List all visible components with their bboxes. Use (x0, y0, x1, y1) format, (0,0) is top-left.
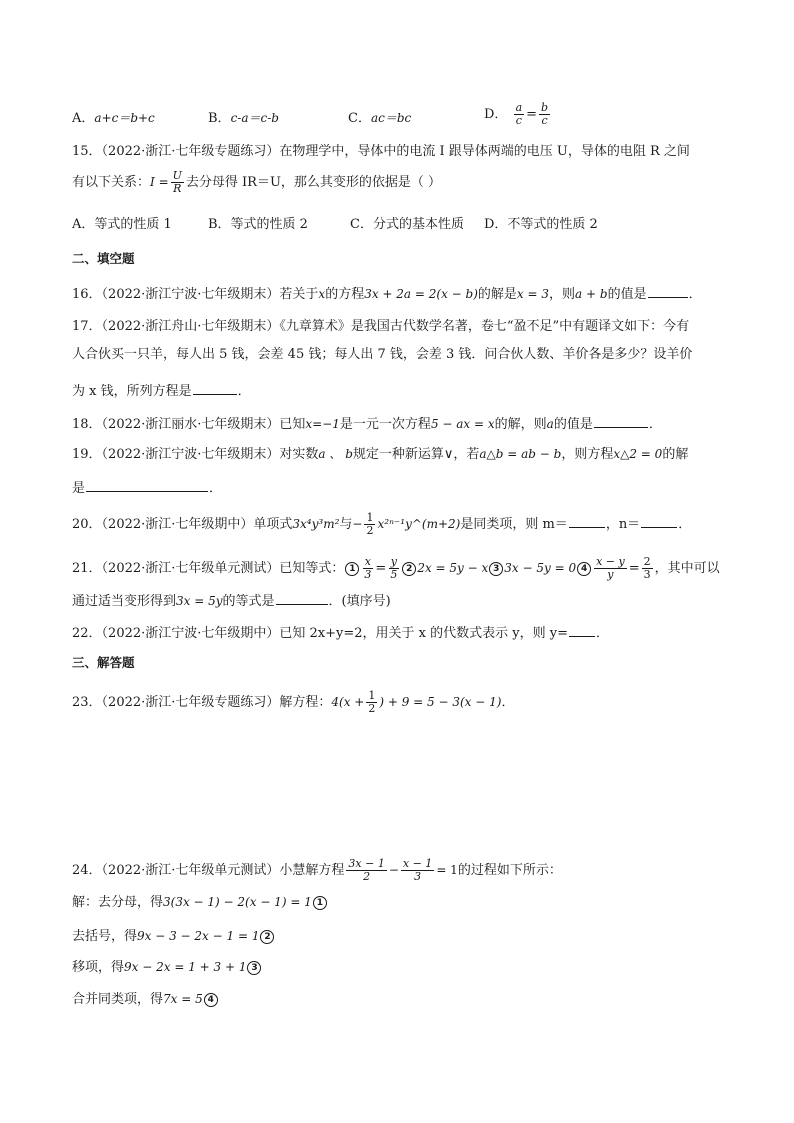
step-equation: 9x − 3 − 2x − 1 = 1 (137, 929, 260, 943)
fraction (388, 556, 399, 581)
text: ，则 (549, 287, 576, 302)
text: 的解是 (477, 287, 517, 302)
section-heading-solve: 三、解答题 (72, 655, 135, 670)
q15-choice-a: A．等式的性质 1 (72, 217, 172, 232)
step-equation: 3(3x − 1) − 2(x − 1) = 1 (163, 895, 312, 909)
denominator: c (515, 114, 522, 127)
expression: a + b (575, 287, 608, 301)
target-equation: 3x = 5y (176, 594, 223, 608)
numerator: 1 (366, 511, 374, 524)
q24-step3 (72, 958, 262, 977)
q20 (72, 512, 691, 537)
choice-expr: c-a＝c-b (230, 111, 279, 125)
choice-label: A． (72, 111, 95, 126)
answer-blank[interactable] (86, 478, 208, 492)
text: ，则方程 (561, 447, 614, 462)
text: 为 x 钱，所列方程是 (72, 384, 192, 399)
section-heading-fill-blank: 二、填空题 (72, 251, 135, 266)
choice-expr: a+c＝b+c (94, 111, 155, 125)
circled-number-3: 3 (247, 961, 261, 975)
text: 的解 (662, 447, 689, 462)
text: 规定一种新运算∨，若 (352, 447, 480, 462)
q24-step4 (72, 990, 219, 1009)
denominator: 3 (643, 568, 651, 581)
text: ． (678, 517, 692, 532)
text: 24．（2022·浙江·七年级单元测试）小慧解方程 (72, 863, 345, 878)
q16-prefix: 16．（2022·浙江宁波·七年级期末）若关于 (72, 287, 319, 302)
step-label: 移项，得 (72, 960, 125, 975)
numerator: 2 (643, 555, 651, 568)
q24-step1 (72, 893, 328, 912)
q14-choice-a (72, 109, 155, 128)
equation: 5 − ax = x (430, 417, 495, 431)
equals: = (628, 561, 640, 576)
q21-line2 (72, 591, 391, 611)
text: 通过适当变形得到 (72, 594, 177, 609)
choice-label: D． (484, 107, 508, 122)
circled-number-3: 3 (489, 562, 503, 576)
circled-number-1: 1 (345, 562, 359, 576)
q14-choice-b (208, 109, 279, 128)
equation: 3x + 2a = 2(x − b) (364, 287, 478, 301)
q24-step2 (72, 927, 275, 946)
text: 的等式是 (222, 594, 275, 609)
answer-blank[interactable] (193, 381, 237, 395)
text: 的过程如下所示： (457, 863, 562, 878)
q19-line1 (72, 445, 688, 464)
text: 21．（2022·浙江·七年级单元测试）已知等式： (72, 561, 345, 576)
answer-blank[interactable] (276, 591, 328, 605)
equation-part: 4(x + (331, 695, 365, 709)
fraction (594, 556, 627, 581)
q23 (72, 690, 514, 715)
circled-number-2: 2 (260, 930, 274, 944)
equation: 2x = 5y − x (417, 561, 489, 575)
q15-line2 (72, 170, 441, 195)
var: a (546, 417, 554, 431)
choice-label: C． (348, 111, 371, 126)
formula-lhs: I = (150, 175, 169, 189)
fraction (514, 102, 525, 127)
equals: = (526, 107, 538, 122)
text: 是一元一次方程 (339, 417, 431, 432)
fraction (539, 102, 550, 127)
answer-blank-m[interactable] (569, 514, 605, 528)
q19-line2 (72, 478, 222, 498)
equals: = (375, 561, 387, 576)
text: 23．（2022·浙江·七年级专题练习）解方程： (72, 695, 332, 710)
equals-one: = 1 (436, 863, 458, 877)
monomial: x²ⁿ⁻¹y^(m+2) (377, 517, 461, 531)
equation: x△2 = 0 (613, 447, 663, 461)
q15-choice-c: C．分式的基本性质 (350, 217, 464, 232)
minus-sign: − (352, 517, 363, 531)
fraction (366, 690, 377, 715)
numerator: x (364, 555, 372, 568)
fraction (346, 858, 386, 883)
q14-choices (72, 101, 722, 130)
text: 的解，则 (494, 417, 547, 432)
circled-number-4: 4 (577, 562, 591, 576)
condition: x=−1 (305, 417, 340, 431)
step-label: 解：去分母，得 (72, 895, 164, 910)
text: 的方程 (325, 287, 365, 302)
numerator: U (172, 169, 182, 182)
vars: a 、 b (318, 447, 353, 461)
step-equation: 9x − 2x = 1 + 3 + 1 (124, 960, 247, 974)
answer-blank[interactable] (648, 284, 688, 298)
circled-number-4: 4 (204, 993, 218, 1007)
fraction (401, 858, 434, 883)
fraction (364, 512, 375, 537)
text: ．(填序号) (328, 594, 391, 609)
text: ． (209, 481, 223, 496)
q15-prefix: 有以下关系： (72, 175, 151, 190)
denominator: y (607, 568, 614, 581)
q22 (72, 623, 609, 643)
q17-line3 (72, 381, 251, 401)
q24-prompt (72, 858, 562, 883)
numerator: 3x − 1 (348, 857, 385, 870)
text: ． (688, 287, 702, 302)
answer-blank[interactable] (569, 623, 595, 637)
denominator: 3 (364, 568, 372, 581)
answer-blank[interactable] (594, 414, 648, 428)
text: ． (237, 384, 251, 399)
q14-choice-d (484, 102, 552, 127)
q15-choices (72, 216, 722, 234)
equation: 3x − 5y = 0 (504, 561, 577, 575)
q16 (72, 284, 702, 304)
text: ． (595, 626, 609, 641)
q15-choice-b: B．等式的性质 2 (208, 217, 308, 232)
q21-line1 (72, 556, 720, 581)
denominator: R (173, 182, 182, 195)
denominator: 2 (368, 702, 376, 715)
text: 19．（2022·浙江宁波·七年级期末）对实数 (72, 447, 319, 462)
numerator: 1 (368, 689, 376, 702)
q15-choice-d: D．不等式的性质 2 (484, 217, 598, 232)
numerator: a (515, 101, 523, 114)
var: x (318, 287, 326, 301)
denominator: 2 (366, 524, 374, 537)
text: ． (648, 417, 662, 432)
fraction (362, 556, 373, 581)
text: 22．（2022·浙江宁波·七年级期中）已知 2x+y=2，用关于 x 的代数式表示 y，则 y= (72, 626, 568, 641)
choice-expr: ac＝bc (370, 111, 412, 125)
numerator: y (390, 555, 397, 568)
text: 的值是 (553, 417, 593, 432)
text: 是 (72, 481, 86, 496)
text: 是同类项，则 m＝ (460, 517, 568, 532)
numerator: b (541, 101, 549, 114)
text: ． (501, 695, 515, 710)
q14-choice-c (348, 109, 411, 128)
minus-sign: − (388, 863, 399, 877)
text: ，其中可以 (654, 561, 720, 576)
step-label: 合并同类项，得 (72, 992, 164, 1007)
monomial: 3x⁴y³m² (292, 517, 340, 531)
text: 18．（2022·浙江丽水·七年级期末）已知 (72, 417, 306, 432)
q15-suffix: 去分母得 IR＝U，那么其变形的依据是（ ） (185, 175, 442, 190)
answer-blank-n[interactable] (641, 514, 677, 528)
q17-line2: 人合伙买一只羊，每人出 5 钱，会差 45 钱；每人出 7 钱，会差 3 钱．问合伙人数、羊价各是多少？设羊价 (72, 347, 693, 362)
circled-number-2: 2 (402, 562, 416, 576)
denominator: 5 (390, 568, 398, 581)
definition: a△b = ab − b (479, 447, 562, 461)
text: 与 (339, 517, 353, 532)
q17-line1: 17．（2022·浙江舟山·七年级期末）《九章算术》是我国古代数学名著，卷七“盈不足”中有题译文如下：今有 (72, 319, 690, 334)
numerator: x − 1 (402, 857, 433, 870)
text: 的值是 (607, 287, 647, 302)
denominator: c (541, 114, 548, 127)
circled-number-1: 1 (313, 896, 327, 910)
text: ，n＝ (605, 517, 641, 532)
denominator: 2 (363, 870, 371, 883)
step-label: 去括号，得 (72, 929, 138, 944)
solution: x = 3 (516, 287, 550, 301)
equation-part: ) + 9 = 5 − 3(x − 1) (379, 695, 502, 709)
choice-label: B． (208, 111, 231, 126)
fraction (642, 556, 653, 581)
denominator: 3 (414, 870, 422, 883)
numerator: x − y (596, 555, 625, 568)
q18 (72, 414, 662, 434)
step-equation: 7x = 5 (163, 992, 203, 1006)
text: 20．（2022·浙江·七年级期中）单项式 (72, 517, 293, 532)
q15-line1: 15．（2022·浙江·七年级专题练习）在物理学中，导体中的电流 I 跟导体两端的电压 U，导体的电阻 R 之间 (72, 144, 690, 159)
fraction (171, 170, 184, 195)
